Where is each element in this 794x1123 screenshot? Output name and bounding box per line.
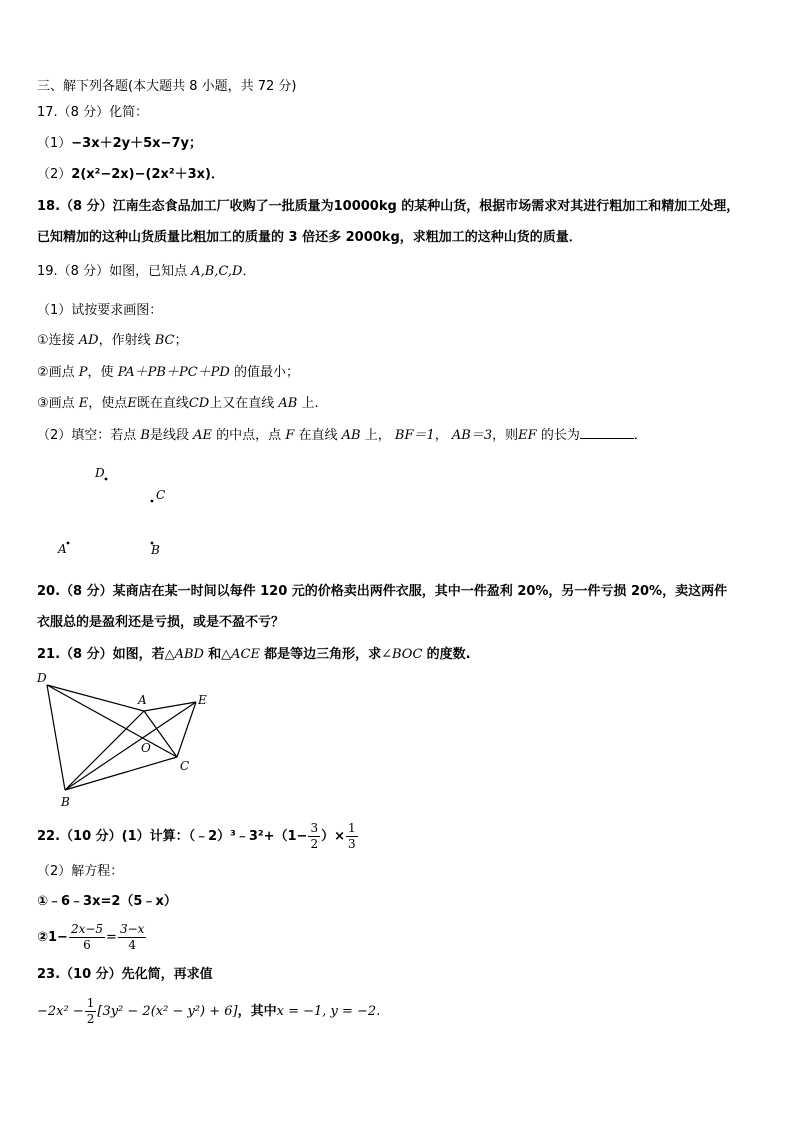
q17-part2-label: （2） <box>37 167 72 182</box>
q22-equation1: ①﹣6﹣3x=2（5﹣x） <box>37 894 177 909</box>
q22-eq2-fraction2-numerator: 3−x <box>119 922 145 936</box>
q22-fraction2-numerator: 1 <box>348 821 356 835</box>
q19-label-a: A <box>58 542 67 556</box>
q17-part1 <box>37 135 202 153</box>
q20-line2: 衣服总的是盈利还是亏损，或是不盈不亏？ <box>37 615 285 630</box>
q22-eq2-fraction1-denominator: 6 <box>83 938 91 952</box>
q23-fraction-1-2 <box>85 996 97 1027</box>
q18-line2: 已知精加的这种山货质量比粗加工的质量的 3 倍还多 2000kg，求粗加工的这种山货的质量． <box>37 230 582 245</box>
q22-fraction-3-2 <box>308 821 320 852</box>
q21-heading <box>37 646 471 664</box>
q23-expr-bracket: [3y² − 2(x² − y²) + 6] <box>97 1004 238 1019</box>
q19-step1-bc: BC <box>154 333 175 348</box>
q22-eq2-fraction2 <box>118 922 146 953</box>
q19-step3 <box>37 395 319 413</box>
q19-step2-text-a: ②画点 <box>37 365 75 380</box>
q23-expression <box>37 993 380 1031</box>
q21-segment-ae <box>144 702 196 711</box>
q19-step2-expression: PA＋PB＋PC＋PD <box>117 365 230 380</box>
q19-step3-e: E <box>78 396 89 411</box>
q19-step3-text-e: 上. <box>301 396 319 411</box>
q19-step3-ab: AB <box>278 396 298 411</box>
q19-step3-text-b: ，使点 <box>88 396 128 411</box>
q19-part2-text-h: 的长为 <box>540 428 580 443</box>
q21-segment-ec <box>177 702 196 757</box>
q17-part1-label: （1） <box>37 136 72 151</box>
q19-points-figure <box>50 458 190 563</box>
q19-step2-text-c: 的值最小； <box>233 365 299 380</box>
q19-part2-text-a: （2）填空：若点 <box>37 428 137 443</box>
q19-part2-text-g: ，则 <box>492 428 519 443</box>
q19-part2-text-e: 上， <box>364 428 391 443</box>
q19-part2-separator: ， <box>434 428 448 443</box>
q21-triangle-ace: △ACE <box>221 647 260 662</box>
q21-label-a: A <box>138 693 147 707</box>
q19-step1-ad: AD <box>78 333 99 348</box>
q23-heading: 23.（10 分）先化简，再求值 <box>37 967 213 982</box>
q19-part2-ab: AB <box>341 428 361 443</box>
q19-heading-text: 19.（8 分）如图，已知点 <box>37 264 188 279</box>
q19-part2-f: F <box>285 428 295 443</box>
q19-part2-ef: EF <box>518 428 537 443</box>
q21-label-e: E <box>198 693 207 707</box>
q19-point-d <box>105 478 108 481</box>
q22-eq2-text-a: ②1− <box>37 930 68 945</box>
q17-part1-expression: −3x＋2y＋5x−7y； <box>71 136 202 151</box>
q21-text-a: 21.（8 分）如图，若 <box>37 647 165 662</box>
q22-fraction2-denominator: 3 <box>348 837 356 851</box>
q19-label-c: C <box>156 488 166 502</box>
q22-fraction1-numerator: 3 <box>310 821 319 835</box>
q18-line1: 18.（8 分）江南生态食品加工厂收购了一批质量为10000kg 的某种山货，根据市场需求对其进行粗加工和精加工处理， <box>37 199 740 214</box>
q22-fraction-1-3 <box>346 821 358 852</box>
q19-part1: （1）试按要求画图： <box>37 303 163 318</box>
q19-step2 <box>37 364 299 382</box>
q19-point-a <box>67 542 70 545</box>
q19-step1-text-c: ； <box>174 333 188 348</box>
q19-points: A,B,C,D <box>191 264 243 279</box>
q17-part2-expression: 2(x²−2x)−(2x²＋3x)． <box>71 167 224 182</box>
q19-label-b: B <box>151 543 160 557</box>
q19-step1 <box>37 332 188 350</box>
q21-label-c: C <box>180 759 190 773</box>
q23-text-where: ，其中 <box>237 1004 277 1019</box>
q19-step3-text-c: 既在直线 <box>136 396 189 411</box>
q23-expr-part-a: −2x² − <box>37 1004 84 1019</box>
q21-label-d: D <box>37 671 47 685</box>
q19-part2-end: ． <box>633 428 647 443</box>
section-title: 三、解下列各题(本大题共 8 小题，共 72 分) <box>37 79 297 94</box>
q21-segment-db <box>47 685 65 790</box>
q19-step3-text-d: 上又在直线 <box>209 396 275 411</box>
q23-values: x = −1, y = −2 <box>276 1004 377 1019</box>
q19-part2-text-b: 是线段 <box>149 428 189 443</box>
q19-part2-ae: AE <box>193 428 213 443</box>
q21-segment-dc <box>47 685 177 757</box>
q19-step1-text-b: ，作射线 <box>98 333 151 348</box>
q21-triangle-abd: △ABD <box>164 647 204 662</box>
q22-text-a: 22.（10 分）(1）计算：（﹣2）³﹣3²+（1− <box>37 829 308 844</box>
q21-segment-be <box>65 702 196 790</box>
q19-part2-ab3: AB＝3 <box>451 428 493 443</box>
q19-label-d: D <box>95 466 105 480</box>
q22-eq2-equals: = <box>106 930 117 945</box>
q21-text-d: 的度数. <box>426 647 471 662</box>
q23-fraction-numerator: 1 <box>86 996 95 1010</box>
q22-heading <box>37 820 359 854</box>
q17-heading: 17.（8 分）化简： <box>37 105 149 120</box>
q21-triangles-figure <box>30 668 220 813</box>
q22-eq2-fraction2-denominator: 4 <box>128 938 136 952</box>
q21-label-o: O <box>141 741 151 755</box>
q19-heading-end: ． <box>242 264 256 279</box>
q21-segment-da <box>47 685 144 711</box>
q22-equation2 <box>37 919 147 957</box>
q22-text-b: ）× <box>321 829 345 844</box>
q19-part2-bf: BF＝1 <box>394 428 435 443</box>
q19-heading <box>37 263 255 281</box>
q17-part2 <box>37 166 224 184</box>
q22-fraction1-denominator: 2 <box>310 837 319 851</box>
q19-step3-text-a: ③画点 <box>37 396 75 411</box>
q19-step3-cd: CD <box>188 396 210 411</box>
q22-eq2-fraction1 <box>69 922 105 953</box>
q21-text-c: 都是等边三角形，求 <box>264 647 382 662</box>
q19-part2-text-d: 在直线 <box>298 428 338 443</box>
q19-step1-text-a: ①连接 <box>37 333 75 348</box>
q19-part2-b: B <box>140 428 150 443</box>
q19-step2-text-b: ，使 <box>87 365 114 380</box>
q22-eq2-fraction1-numerator: 2x−5 <box>70 922 104 936</box>
q20-line1: 20.（8 分）某商店在某一时间以每件 120 元的价格卖出两件衣服，其中一件盈利 20%，另一件亏损 20%，卖这两件 <box>37 584 728 599</box>
q21-angle-boc: ∠BOC <box>381 647 423 662</box>
q22-part2: （2）解方程： <box>37 864 124 879</box>
q23-end: . <box>376 1004 381 1019</box>
q19-part2 <box>37 426 647 445</box>
q19-step3-e2: E <box>127 396 137 411</box>
q19-step2-p: P <box>78 365 88 380</box>
q19-point-c <box>151 500 154 503</box>
q19-part2-text-c: 的中点，点 <box>216 428 282 443</box>
q21-label-b: B <box>61 795 70 809</box>
q21-text-b: 和 <box>208 647 222 662</box>
q23-fraction-denominator: 2 <box>86 1012 95 1026</box>
answer-blank[interactable] <box>580 426 634 439</box>
